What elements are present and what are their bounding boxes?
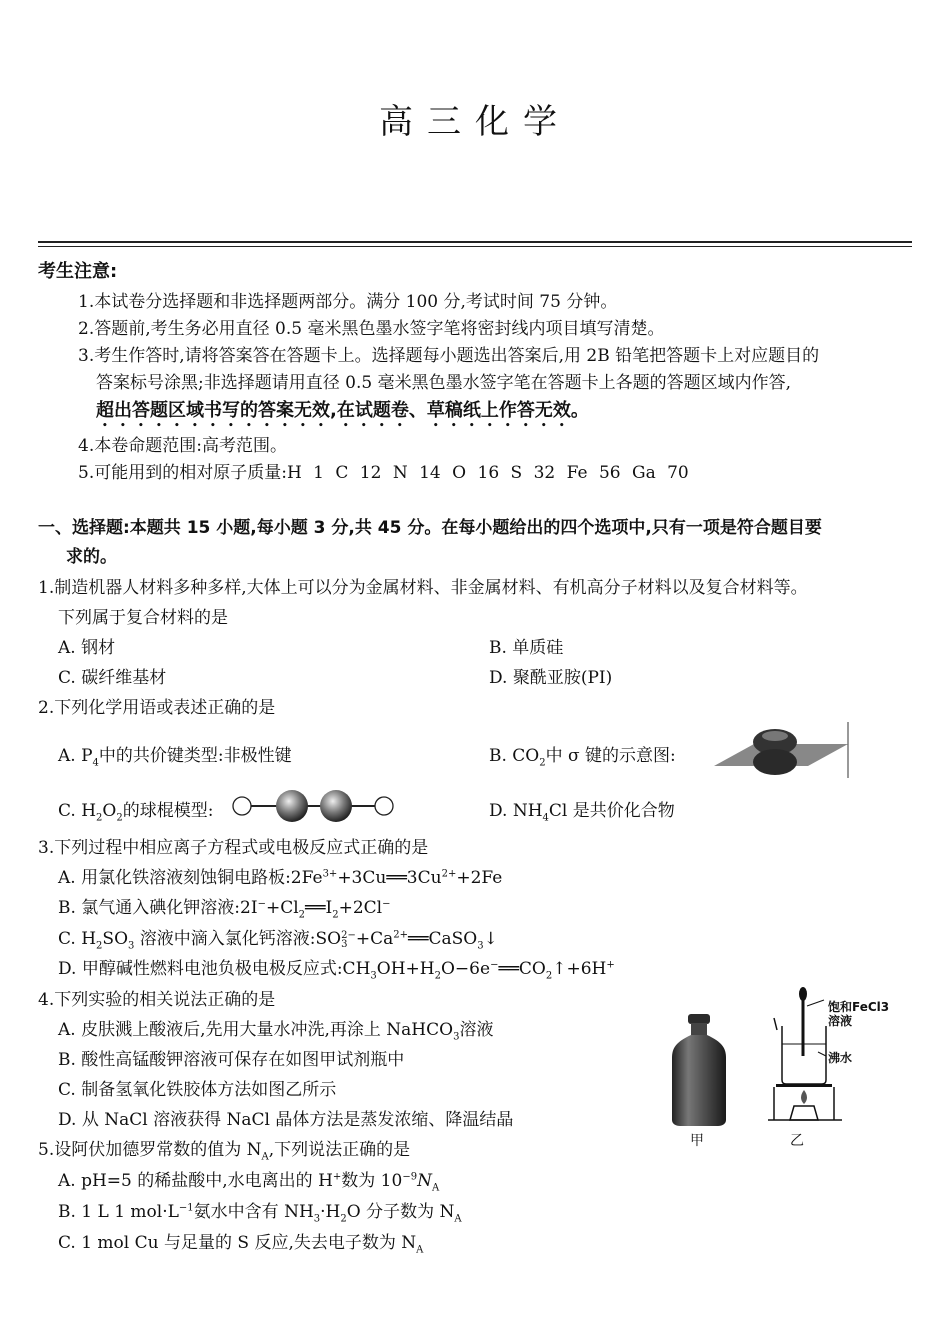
- q2-option-b: B. $CO_2$中 σ 键的示意图:: [489, 746, 676, 769]
- bottle-neck: [691, 1023, 707, 1035]
- figure-label-fecl3: [828, 1000, 889, 1028]
- q3-option-d: D. 甲醇碱性燃料电池负极电极反应式$:CH_3OH+H_2O-6e^-══CO_2↑+6H^+$: [58, 959, 615, 982]
- dropper-bulb: [799, 987, 807, 1001]
- notice-item-3-line-1: 3.考生作答时,请将答案答在答题卡上。选择题每小题选出答案后,用 2B 铅笔把答题卡上对应题目的: [78, 346, 820, 366]
- q4-option-a: A. 皮肤溅上酸液后,先用大量水冲洗,再涂上 NaHCO$_3$溶液: [58, 1020, 494, 1043]
- q1-option-a: A. 钢材: [58, 638, 116, 658]
- q2-option-c: C. $H_2O_2$的球棍模型:: [58, 801, 214, 824]
- notice-heading: 考生注意:: [38, 261, 118, 282]
- q4-option-c: C. 制备氢氧化铁胶体方法如图乙所示: [58, 1080, 337, 1100]
- h2o2-atom-h-right: [375, 797, 393, 815]
- q3-stem: 3.下列过程中相应离子方程式或电极反应式正确的是: [38, 838, 429, 858]
- q5-stem: 5.设阿伏加德罗常数的值为 $N_A$,下列说法正确的是: [38, 1140, 411, 1163]
- figure-yi-label: 乙: [790, 1133, 804, 1149]
- q5-option-b: B. 1 L 1 $mol\cdot L^{-1}$氨水中含有 $NH_3\cdot H_2O$ 分子数为 $N_A$: [58, 1202, 462, 1225]
- figure-label-water: 沸水: [828, 1051, 853, 1065]
- label-fecl3-line-2: 溶液: [828, 1014, 853, 1028]
- q1-option-c: C. 碳纤维基材: [58, 668, 167, 688]
- q3-option-b: B. 氯气通入碘化钾溶液$:2I^-+Cl_2══I_2+2Cl^-$: [58, 898, 391, 921]
- q3-option-c: C. $H_2SO_3$ 溶液中滴入氯化钙溶液:SO 2− 3 $+Ca^{2+}══CaSO_3↓$: [58, 929, 498, 952]
- h2o2-atom-o-left: [276, 790, 308, 822]
- stirring-rod: [774, 1018, 777, 1030]
- q3-option-a: A. 用氯化铁溶液刻蚀铜电路板$:2Fe^{3+}+3Cu══3Cu^{2+}+2Fe$: [58, 868, 503, 888]
- notice-item-3-emphasis: 超出答题区域书写的答案无效,在试题卷、草稿纸上作答无效。: [96, 400, 589, 421]
- figure-jia-label: 甲: [690, 1133, 704, 1149]
- q4-option-b: B. 酸性高锰酸钾溶液可保存在如图甲试剂瓶中: [58, 1050, 405, 1070]
- q1-stem-line-1: 1.制造机器人材料多种多样,大体上可以分为金属材料、非金属材料、有机高分子材料以及复合材料等。: [38, 578, 808, 598]
- h2o2-atom-h-left: [233, 797, 251, 815]
- q1-stem-line-2: 下列属于复合材料的是: [58, 608, 228, 628]
- sigma-bond-diagram: [694, 720, 854, 782]
- notice-item-2: 2.答题前,考生务必用直径 0.5 毫米黑色墨水签字笔将密封线内项目填写清楚。: [78, 319, 665, 339]
- q2-option-a: A. $P_4$中的共价键类型:非极性键: [58, 746, 292, 769]
- notice-item-1: 1.本试卷分选择题和非选择题两部分。满分 100 分,考试时间 75 分钟。: [78, 292, 618, 312]
- alcohol-lamp: [790, 1106, 818, 1120]
- q4-stem: 4.下列实验的相关说法正确的是: [38, 990, 276, 1010]
- q1-option-b: B. 单质硅: [489, 638, 564, 658]
- ring-support: [776, 1084, 832, 1087]
- sigma-lobe-bottom: [753, 749, 797, 775]
- flame: [801, 1090, 807, 1104]
- header-rule-thin: [38, 246, 912, 247]
- h2o2-ball-stick-model: [232, 788, 396, 824]
- q5-option-c: C. 1 mol Cu 与足量的 S 反应,失去电子数为 $N_A$: [58, 1233, 424, 1256]
- sigma-lobe-top-hole: [762, 731, 788, 741]
- bottle-stopper: [688, 1014, 710, 1024]
- header-rule-thick: [38, 241, 912, 243]
- q1-option-d: D. 聚酰亚胺(PI): [489, 668, 613, 688]
- reagent-bottle-figure: [664, 1012, 734, 1128]
- label-fecl3-line-1: 饱和FeCl3: [828, 1000, 890, 1014]
- h2o2-atom-o-right: [320, 790, 352, 822]
- notice-item-4: 4.本卷命题范围:高考范围。: [78, 436, 287, 456]
- bottle-body: [672, 1035, 726, 1126]
- q4-option-d: D. 从 NaCl 溶液获得 NaCl 晶体方法是蒸发浓缩、降温结晶: [58, 1110, 514, 1130]
- q2-option-d: D. $NH_4Cl$ 是共价化合物: [489, 801, 675, 824]
- notice-item-5: 5.可能用到的相对原子质量:H 1 C 12 N 14 O 16 S 32 Fe 56 Ga 70: [78, 463, 689, 483]
- label-pointer-fecl3: [807, 1000, 824, 1006]
- notice-item-3-line-2: 答案标号涂黑;非选择题请用直径 0.5 毫米黑色墨水签字笔在答题卡上各题的答题区域内作答,: [96, 373, 791, 393]
- section-heading-line-2: 求的。: [66, 547, 117, 567]
- q5-option-a: A. pH=5 的稀盐酸中,水电离出的 H+数为 $10^{-9}N_A$: [58, 1171, 440, 1194]
- q2-stem: 2.下列化学用语或表述正确的是: [38, 698, 276, 718]
- section-heading-line-1: 一、选择题:本题共 15 小题,每小题 3 分,共 45 分。在每小题给出的四个选项中,只有一项是符合题目要: [38, 518, 822, 538]
- page-title: 高三化学: [379, 102, 571, 142]
- label-pointer-water: [818, 1052, 826, 1056]
